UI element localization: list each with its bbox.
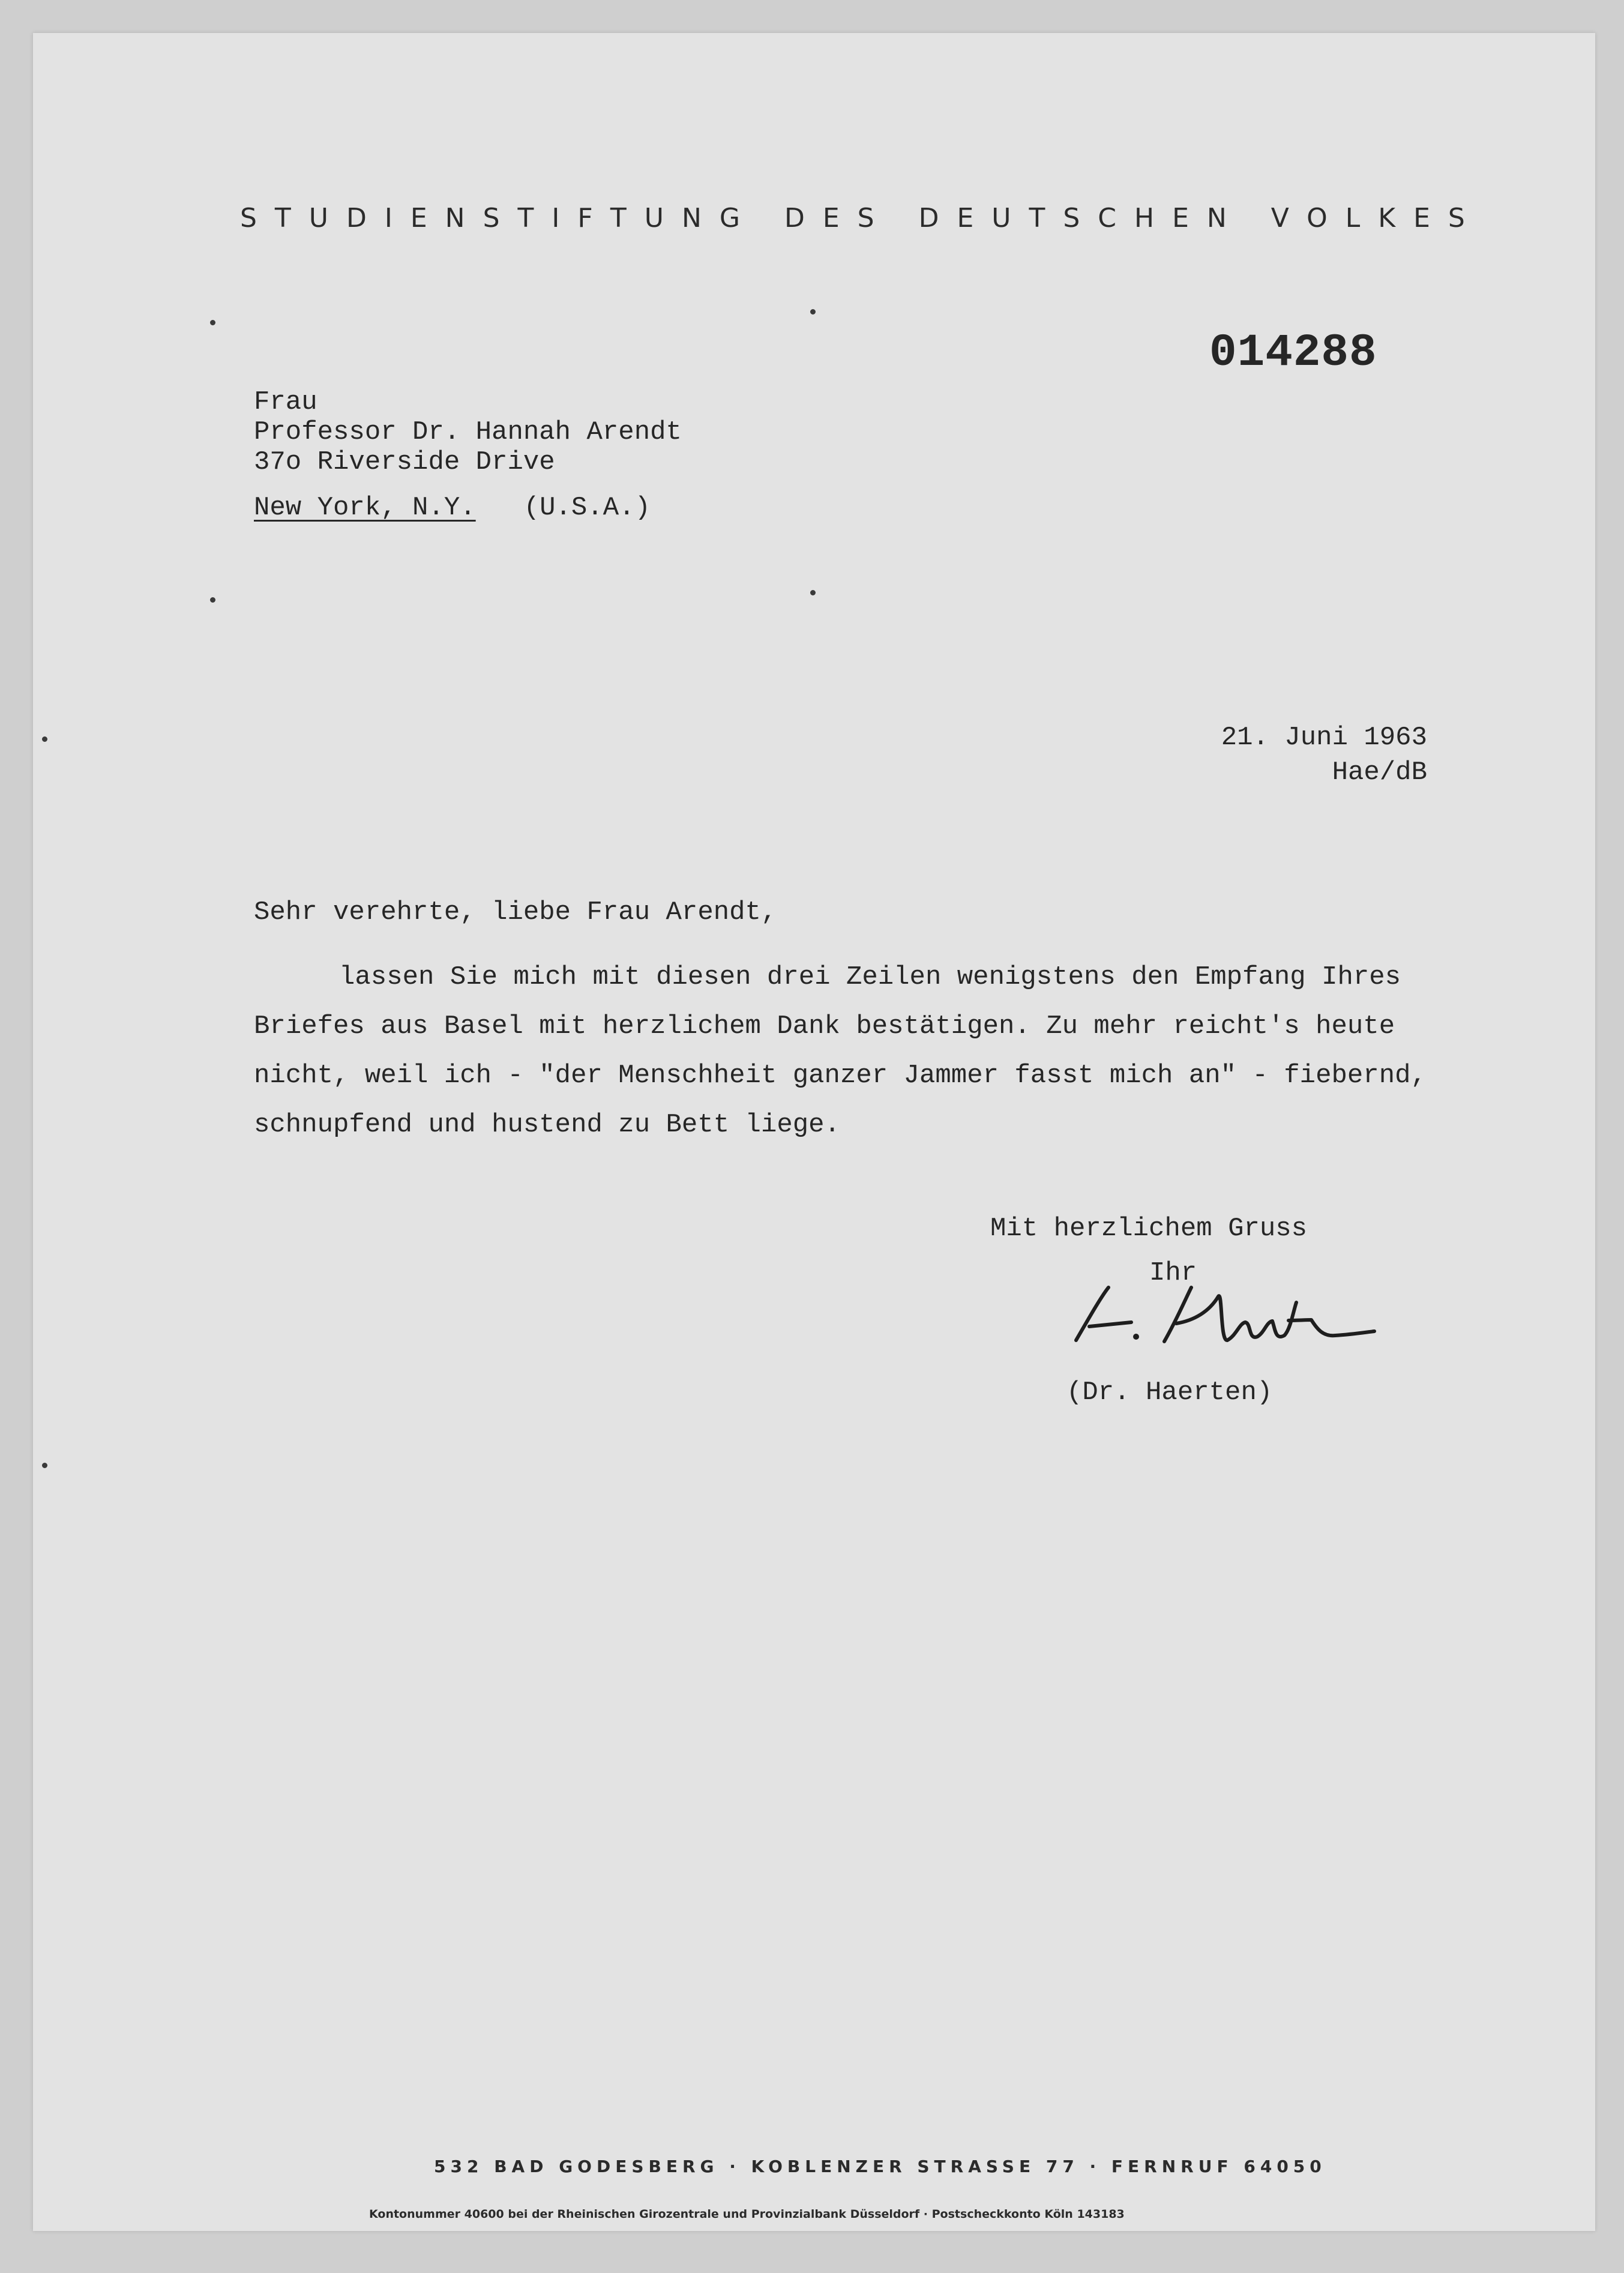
- registration-dot: [42, 1463, 47, 1468]
- registration-dot: [810, 309, 816, 315]
- body-line: nicht, weil ich - "der Menschheit ganzer Jammer fasst mich an" - fiebernd,: [254, 1061, 1427, 1091]
- letter-salutation: Sehr verehrte, liebe Frau Arendt,: [254, 897, 777, 927]
- body-line: schnupfend und hustend zu Bett liege.: [254, 1110, 840, 1140]
- recipient-address: [254, 387, 682, 523]
- typed-signatory-name: (Dr. Haerten): [1066, 1377, 1273, 1407]
- closing-ihr: Ihr: [1149, 1258, 1197, 1288]
- letter-page: [33, 33, 1595, 2231]
- recipient-city: New York, N.Y.: [254, 493, 476, 523]
- recipient-name: Professor Dr. Hannah Arendt: [254, 417, 682, 447]
- letter-body: [254, 953, 1427, 1149]
- recipient-country: (U.S.A.): [523, 493, 651, 523]
- recipient-salutation: Frau: [254, 387, 317, 417]
- recipient-street: 37o Riverside Drive: [254, 447, 555, 477]
- registration-dot: [210, 320, 215, 325]
- letter-date: 21. Juni 1963: [1221, 723, 1427, 753]
- registration-dot: [210, 597, 215, 603]
- registration-dot: [810, 590, 816, 595]
- footer-bank-details: Kontonummer 40600 bei der Rheinischen Girozentrale und Provinzialbank Düsseldorf · Postscheckkonto Köln 143183: [369, 2208, 1125, 2221]
- body-line: Briefes aus Basel mit herzlichem Dank bestätigen. Zu mehr reicht's heute: [254, 1011, 1395, 1041]
- archive-number-stamp: 014288: [1209, 327, 1377, 379]
- footer-address: 532 BAD GODESBERG · KOBLENZER STRASSE 77 · FERNRUF 64050: [434, 2157, 1326, 2176]
- closing-greeting: Mit herzlichem Gruss: [990, 1214, 1308, 1244]
- handwritten-signature: [1065, 1269, 1377, 1359]
- letterhead-organization: STUDIENSTIFTUNG DES DEUTSCHEN VOLKES: [240, 203, 1483, 233]
- date-block: [1221, 720, 1427, 790]
- registration-dot: [42, 736, 47, 742]
- body-line: lassen Sie mich mit diesen drei Zeilen wenigstens den Empfang Ihres: [339, 962, 1401, 992]
- reference-code: Hae/dB: [1332, 757, 1427, 787]
